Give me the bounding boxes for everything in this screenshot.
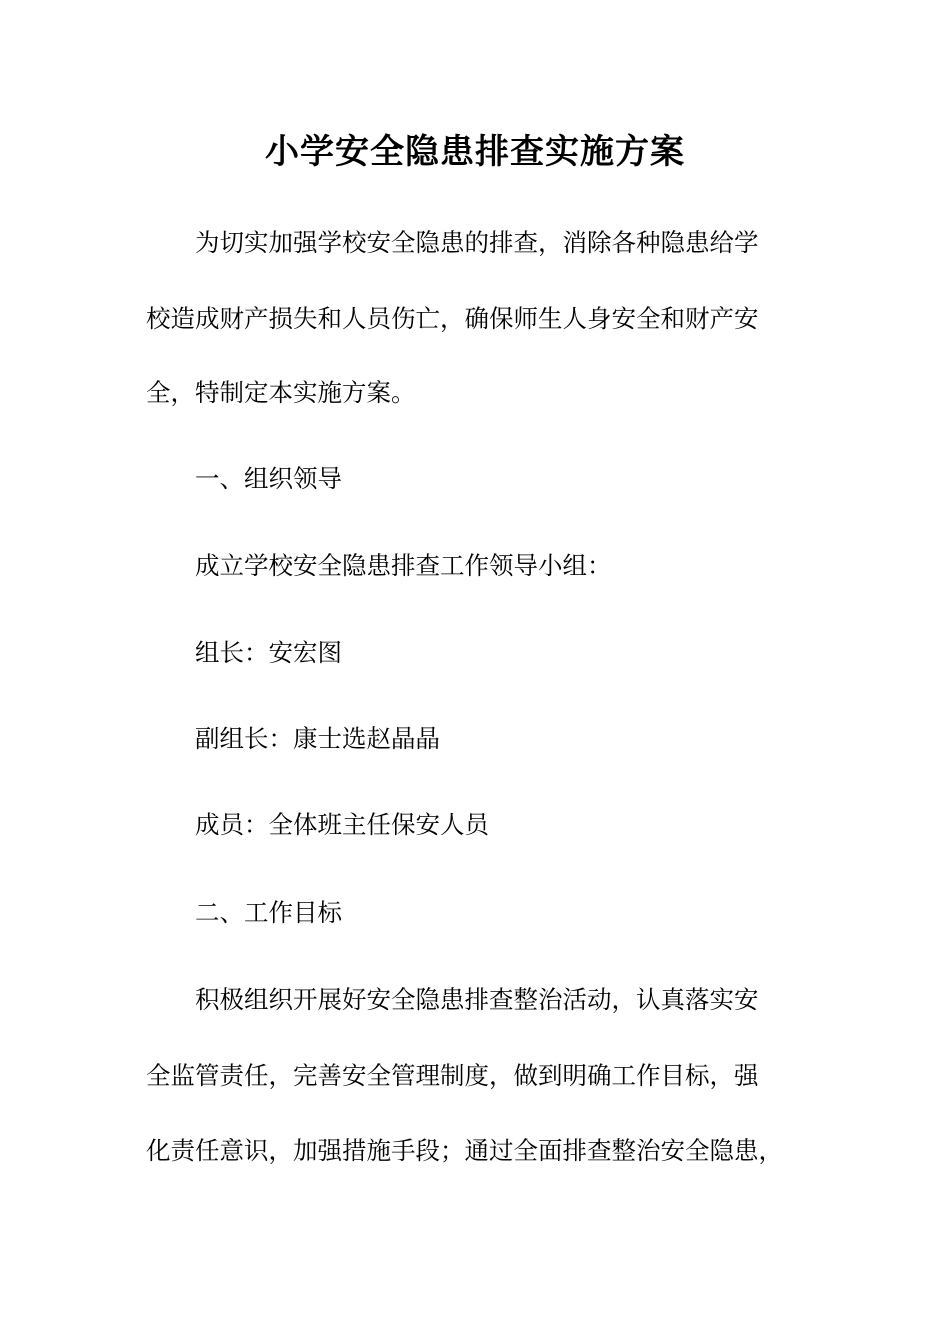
deputy-leader-line: 副组长：康士选赵晶晶 (195, 724, 440, 753)
goals-line-1: 积极组织开展好安全隐患排查整治活动，认真落实安 (195, 985, 759, 1014)
goals-line-3: 化责任意识，加强措施手段；通过全面排查整治安全隐患， (146, 1136, 783, 1165)
group-leader-line: 组长：安宏图 (195, 638, 342, 667)
intro-line-3: 全，特制定本实施方案。 (146, 378, 416, 407)
intro-line-1: 为切实加强学校安全隐患的排查，消除各种隐患给学 (195, 228, 759, 257)
goals-line-2: 全监管责任，完善安全管理制度，做到明确工作目标，强 (146, 1061, 759, 1090)
members-line: 成员：全体班主任保安人员 (195, 810, 489, 839)
section-heading-goals: 二、工作目标 (195, 898, 342, 927)
intro-line-2: 校造成财产损失和人员伤亡，确保师生人身安全和财产安 (146, 304, 759, 333)
document-title: 小学安全隐患排查实施方案 (265, 132, 685, 172)
section-heading-organization: 一、组织领导 (195, 464, 342, 493)
leadership-group-line: 成立学校安全隐患排查工作领导小组： (195, 551, 612, 580)
